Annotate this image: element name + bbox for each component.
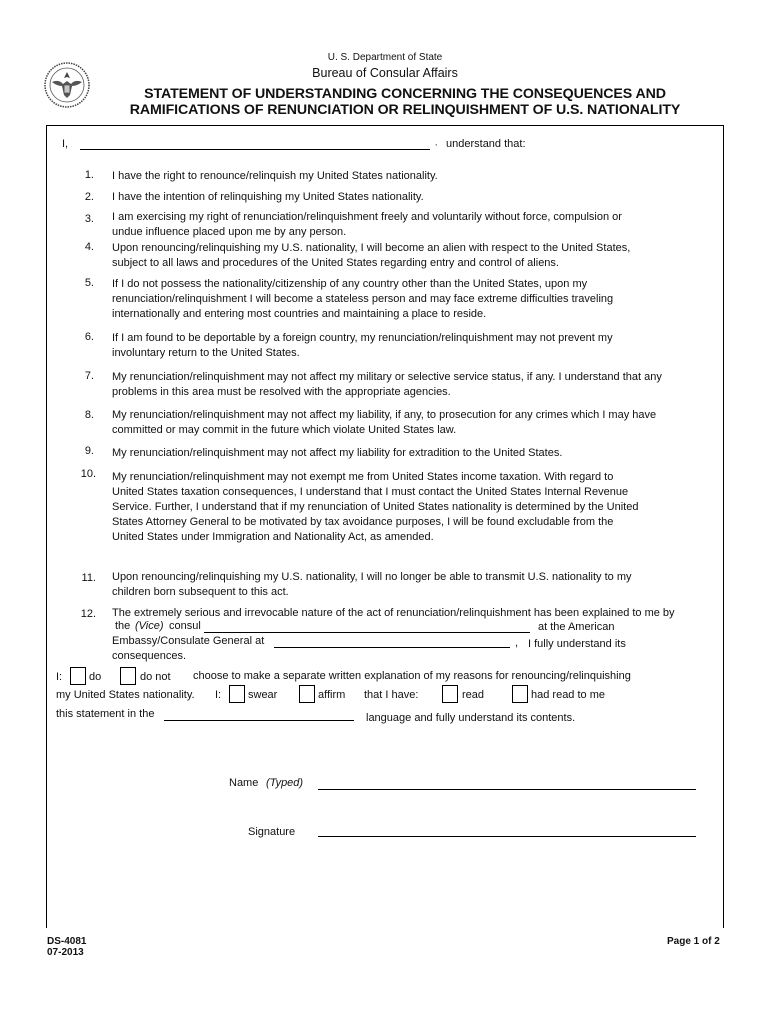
item-number: 4. <box>84 241 94 253</box>
item12-at-american: at the American <box>538 621 615 633</box>
read-checkbox[interactable] <box>442 685 458 703</box>
item-number: 2. <box>84 191 94 203</box>
nationality-text: my United States nationality. <box>56 689 195 701</box>
item-text: Upon renouncing/relinquishing my U.S. nationality, I will become an alien with respect to the United States, subject to all laws and procedures of the United States regarding entry and control of aliens. <box>112 242 631 269</box>
item-text: My renunciation/relinquishment may not affect my liability, if any, to prosecution for any crimes which I may have committed or may commit in the future which violate United States law. <box>112 409 657 436</box>
that-i-have-text: that I have: <box>364 689 419 701</box>
swear-checkbox[interactable] <box>229 685 245 703</box>
do-not-checkbox[interactable] <box>120 667 136 685</box>
intro-suffix: understand that: <box>446 138 526 150</box>
signature-field[interactable] <box>318 836 696 837</box>
item12-vice: (Vice) <box>135 620 164 632</box>
item12-consequences: consequences. <box>112 650 186 662</box>
affirm-label: affirm <box>318 689 346 701</box>
item-text: The extremely serious and irrevocable nature of the act of renunciation/relinquishment has been explained to me by <box>112 607 675 619</box>
item-text: My renunciation/relinquishment may not affect my liability for extradition to the United States. <box>112 447 563 459</box>
form-number: DS-4081 <box>47 936 87 947</box>
bureau-name: Bureau of Consular Affairs <box>312 66 458 80</box>
item-number: 7. <box>84 370 94 382</box>
choice-i-label: I: <box>56 671 63 683</box>
explanation-text: choose to make a separate written explanation of my reasons for renouncing/relinquishing <box>193 670 631 682</box>
item-text: My renunciation/relinquishment may not exempt me from United States income taxation. With regard to United States taxation consequences, I understand that I must contact the United States Internal Revenue Service. Further, I understand that if my renunciation of United States nationality is determined by the United States Attorney General to be motivated by tax avoidance purposes, I will be found excludable from the United States under Immigration and Nationality Act, as amended. <box>112 471 639 543</box>
item-text: Upon renouncing/relinquishing my U.S. nationality, I will no longer be able to transmit U.S. nationality to my children born subsequent to this act. <box>112 571 632 598</box>
item-number: 6. <box>84 331 94 343</box>
applicant-name-field[interactable] <box>80 149 430 150</box>
had-read-checkbox[interactable] <box>512 685 528 703</box>
item-text: If I am found to be deportable by a foreign country, my renunciation/relinquishment may not prevent my involuntary return to the United States. <box>112 332 613 359</box>
item-number: 10. <box>80 468 96 480</box>
item-text: I have the right to renounce/relinquish my United States nationality. <box>112 170 438 182</box>
intro-prefix: I, <box>62 138 69 150</box>
embassy-location-field[interactable] <box>274 647 510 648</box>
do-not-label: do not <box>140 671 171 683</box>
do-checkbox[interactable] <box>70 667 86 685</box>
item-number: 1. <box>84 169 94 181</box>
item12-consul: consul <box>169 620 201 632</box>
item12-fully: I fully understand its <box>528 638 626 650</box>
department-name: U. S. Department of State <box>327 52 443 63</box>
item-text: My renunciation/relinquishment may not affect my military or selective service status, if any. I understand that any problems in this area must be resolved with the appropriate agencies. <box>112 371 662 398</box>
form-title-line-1: STATEMENT OF UNDERSTANDING CONCERNING THE CONSEQUENCES AND <box>144 86 666 102</box>
form-title-line-2: RAMIFICATIONS OF RENUNCIATION OR RELINQUISHMENT OF U.S. NATIONALITY <box>129 102 681 118</box>
item-number: 11. <box>81 572 96 584</box>
form-date: 07-2013 <box>47 947 84 958</box>
language-field[interactable] <box>164 720 354 721</box>
name-field[interactable] <box>318 789 696 790</box>
read-label: read <box>462 689 485 701</box>
item-number: 12. <box>80 608 96 620</box>
name-label: Name <box>229 777 259 789</box>
swear-label: swear <box>248 689 278 701</box>
consul-name-field[interactable] <box>204 632 530 633</box>
statement-in-text: this statement in the <box>56 708 155 720</box>
choice-i-label: I: <box>215 689 222 701</box>
item-number: 5. <box>84 277 94 289</box>
item-text: I am exercising my right of renunciation/relinquishment freely and voluntarily without force, compulsion or undue influence placed upon me by any person. <box>112 211 622 238</box>
name-typed-label: (Typed) <box>266 777 304 789</box>
page-number: Page 1 of 2 <box>667 936 720 947</box>
intro-separator: , <box>435 138 438 147</box>
item-text: If I do not possess the nationality/citizenship of any country other than the United States, upon my renunciation/relinquishment I will become a stateless person and may face extreme difficulties traveling internationally and entering most countries and maintaining a place to reside. <box>112 278 614 320</box>
language-text: language and fully understand its contents. <box>366 712 576 724</box>
signature-label: Signature <box>248 826 296 838</box>
do-label: do <box>89 671 102 683</box>
item12-the: the <box>115 620 131 632</box>
item-text: I have the intention of relinquishing my United States nationality. <box>112 191 424 203</box>
item-number: 9. <box>84 445 94 457</box>
had-read-label: had read to me <box>531 689 605 701</box>
item12-embassy: Embassy/Consulate General at <box>112 635 265 647</box>
item12-comma: , <box>515 637 519 649</box>
item-number: 8. <box>84 409 94 421</box>
item-number: 3. <box>84 213 94 225</box>
affirm-checkbox[interactable] <box>299 685 315 703</box>
